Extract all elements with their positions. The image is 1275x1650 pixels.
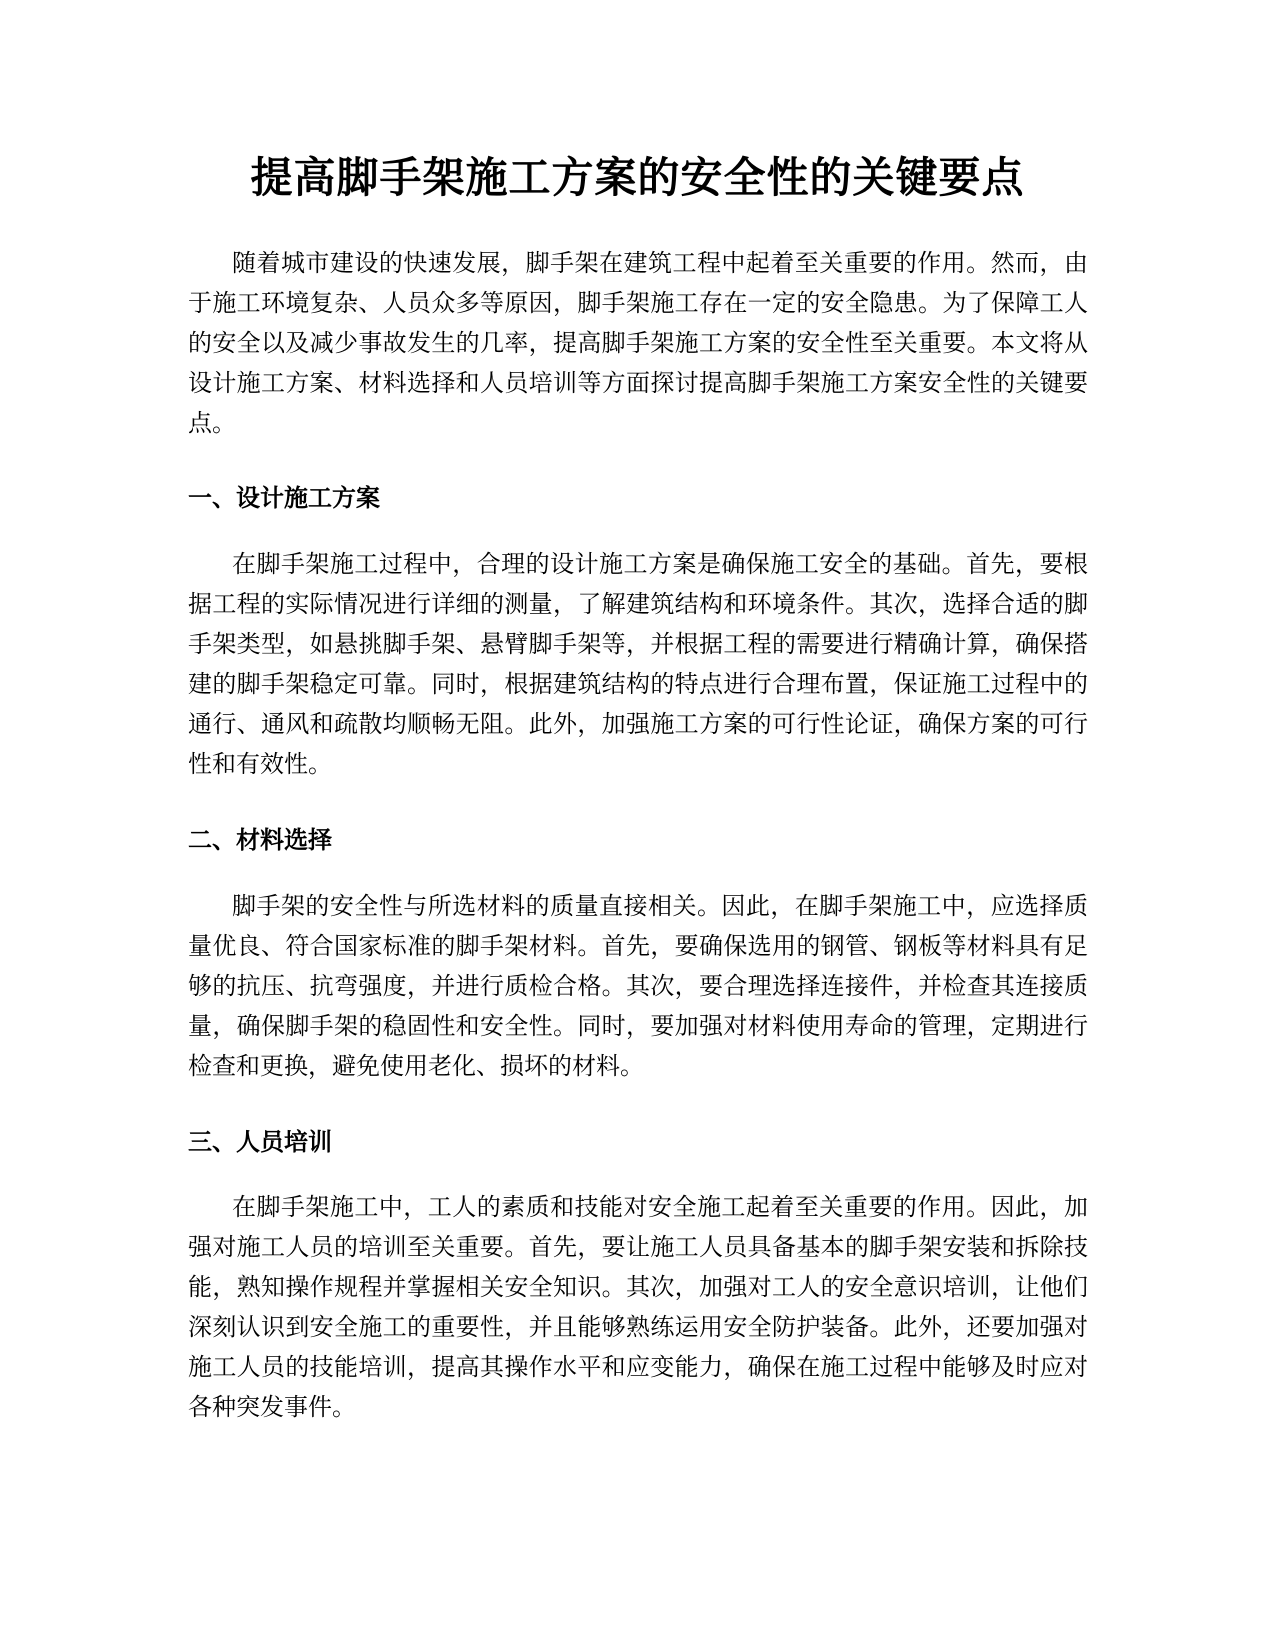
section-heading-materials: 二、材料选择 bbox=[188, 826, 332, 854]
section-heading-design: 一、设计施工方案 bbox=[188, 484, 380, 512]
section-body-design: 在脚手架施工过程中，合理的设计施工方案是确保施工安全的基础。首先，要根据工程的实际情况进行详细的测量，了解建筑结构和环境条件。其次，选择合适的脚手架类型，如悬挑脚手架、悬臂脚手架等，并根据工程的需要进行精确计算，确保搭建的脚手架稳定可靠。同时，根据建筑结构的特点进行合理布置，保证施工过程中的通行、通风和疏散均顺畅无阻。此外，加强施工方案的可行性论证，确保方案的可行性和有效性。 bbox=[188, 550, 1088, 778]
document-title: 提高脚手架施工方案的安全性的关键要点 bbox=[250, 153, 1025, 202]
section-body-materials: 脚手架的安全性与所选材料的质量直接相关。因此，在脚手架施工中，应选择质量优良、符合国家标准的脚手架材料。首先，要确保选用的钢管、钢板等材料具有足够的抗压、抗弯强度，并进行质检合格。其次，要合理选择连接件，并检查其连接质量，确保脚手架的稳固性和安全性。同时，要加强对材料使用寿命的管理，定期进行检查和更换，避免使用老化、损坏的材料。 bbox=[188, 892, 1088, 1080]
intro-paragraph: 随着城市建设的快速发展，脚手架在建筑工程中起着至关重要的作用。然而，由于施工环境复杂、人员众多等原因，脚手架施工存在一定的安全隐患。为了保障工人的安全以及减少事故发生的几率，提高脚手架施工方案的安全性至关重要。本文将从设计施工方案、材料选择和人员培训等方面探讨提高脚手架施工方案安全性的关键要点。 bbox=[188, 249, 1088, 437]
section-body-training: 在脚手架施工中，工人的素质和技能对安全施工起着至关重要的作用。因此，加强对施工人员的培训至关重要。首先，要让施工人员具备基本的脚手架安装和拆除技能，熟知操作规程并掌握相关安全知识。其次，加强对工人的安全意识培训，让他们深刻认识到安全施工的重要性，并且能够熟练运用安全防护装备。此外，还要加强对施工人员的技能培训，提高其操作水平和应变能力，确保在施工过程中能够及时应对各种突发事件。 bbox=[188, 1193, 1088, 1421]
section-heading-training: 三、人员培训 bbox=[188, 1128, 332, 1156]
